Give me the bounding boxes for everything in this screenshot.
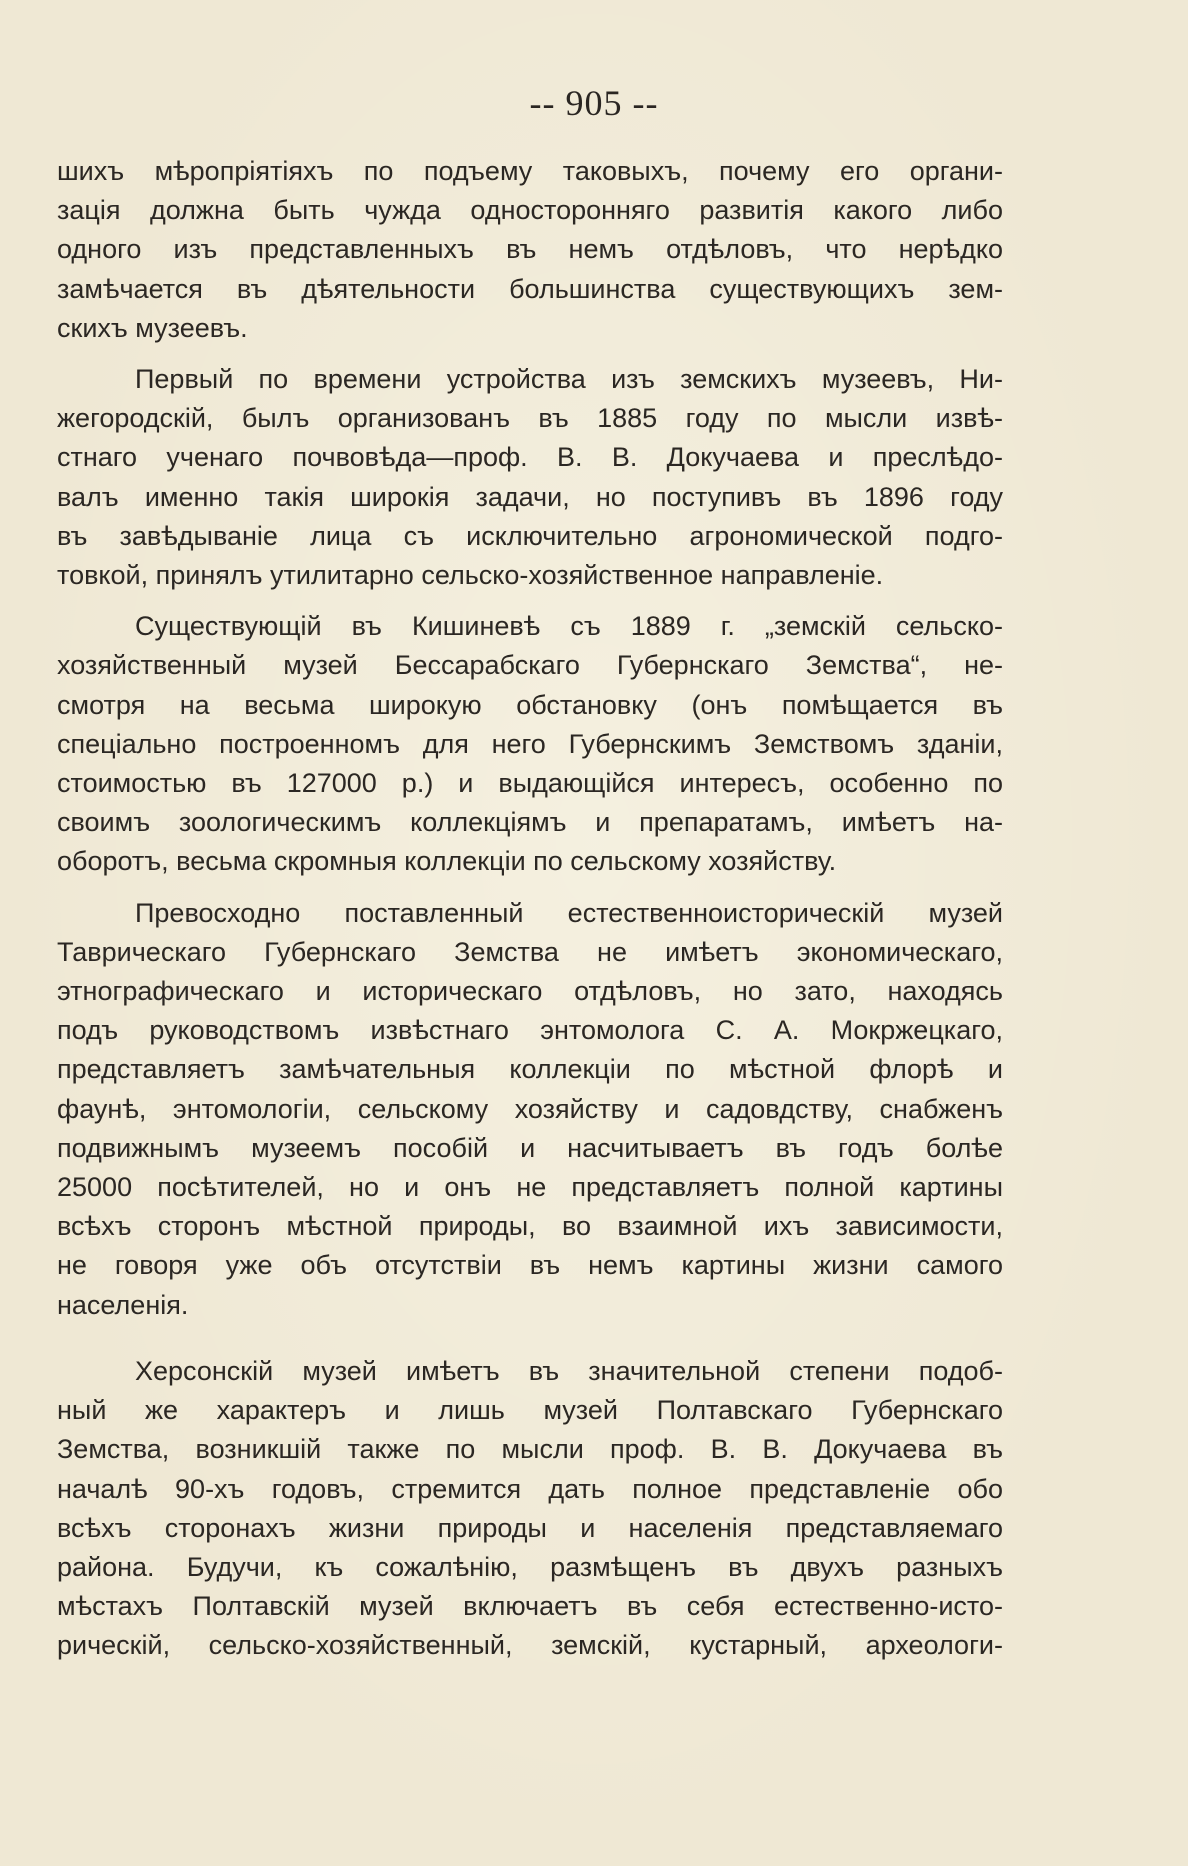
text-line: населенія. <box>57 1289 189 1320</box>
text-line: замѣчается въ дѣятельности большинства существующихъ зем- <box>57 273 1003 304</box>
paragraph-3 <box>57 607 1003 881</box>
paragraph-2 <box>57 360 1003 595</box>
text-line: Земства, возникшій также по мысли проф. В. В. Докучаева въ <box>57 1434 1003 1465</box>
paragraph-5 <box>57 1352 1003 1666</box>
text-line: всѣхъ сторонъ мѣстной природы, во взаимной ихъ зависимости, <box>57 1211 1003 1242</box>
text-line: валъ именно такія широкія задачи, но поступивъ въ 1896 году <box>57 481 1003 512</box>
page-number: -- 905 -- <box>529 83 659 123</box>
text-line: зація должна быть чужда односторонняго развитія какого либо <box>57 195 1003 226</box>
text-line: Таврическаго Губернскаго Земства не имѣетъ экономическаго, <box>57 936 1003 967</box>
text-line: товкой, принялъ утилитарно сельско-хозяйственное направленіе. <box>57 560 884 591</box>
text-line: представляетъ замѣчательныя коллекціи по мѣстной флорѣ и <box>57 1054 1003 1085</box>
text-line: района. Будучи, къ сожалѣнію, размѣщенъ въ двухъ разныхъ <box>57 1551 1003 1582</box>
paragraph-spacer <box>57 1325 1003 1352</box>
text-line: одного изъ представленныхъ въ немъ отдѣловъ, что нерѣдко <box>57 234 1003 265</box>
text-line: Существующій въ Кишиневѣ съ 1889 г. „земскій сельско- <box>135 611 1003 642</box>
text-line: не говоря уже объ отсутствіи въ немъ картины жизни самого <box>57 1250 1003 1281</box>
text-line: спеціально построенномъ для него Губернскимъ Земствомъ зданіи, <box>57 728 1003 759</box>
text-line: подъ руководствомъ извѣстнаго энтомолога С. А. Мокржецкаго, <box>57 1015 1003 1046</box>
text-line: смотря на весьма широкую обстановку (онъ помѣщается въ <box>57 689 1003 720</box>
text-line: оборотъ, весьма скромныя коллекціи по сельскому хозяйству. <box>57 846 837 877</box>
text-line: фаунѣ, энтомологіи, сельскому хозяйству и садовдству, снабженъ <box>57 1093 1003 1124</box>
body-text <box>57 152 1003 1666</box>
text-line: хозяйственный музей Бессарабскаго Губернскаго Земства“, не- <box>57 650 1003 681</box>
text-line: шихъ мѣропріятіяхъ по подъему таковыхъ, почему его органи- <box>57 156 1003 186</box>
paragraph-spacer <box>57 882 1003 894</box>
text-line: 25000 посѣтителей, но и онъ не представляетъ полной картины <box>57 1172 1003 1203</box>
text-line: подвижнымъ музеемъ пособій и насчитываетъ въ годъ болѣе <box>57 1132 1003 1163</box>
text-line: стоимостью въ 127000 р.) и выдающійся интересъ, особенно по <box>57 768 1003 799</box>
paragraph-spacer <box>57 595 1003 607</box>
text-line: Превосходно поставленный естественноисторическій музей <box>135 897 1003 928</box>
text-line: этнографическаго и историческаго отдѣловъ, но зато, находясь <box>57 976 1003 1007</box>
text-line: своимъ зоологическимъ коллекціямъ и препаратамъ, имѣетъ на- <box>57 807 1003 838</box>
text-line: началѣ 90-хъ годовъ, стремится дать полное представленіе обо <box>57 1473 1003 1504</box>
text-line: Первый по времени устройства изъ земскихъ музеевъ, Ни- <box>135 364 1003 395</box>
text-line: скихъ музеевъ. <box>57 312 248 343</box>
text-line: ный же характеръ и лишь музей Полтавскаго Губернскаго <box>57 1395 1003 1426</box>
text-line: мѣстахъ Полтавскій музей включаетъ въ себя естественно-исто- <box>57 1591 1003 1622</box>
text-line: стнаго ученаго почвовѣда—проф. В. В. Докучаева и преслѣдо- <box>57 442 1003 473</box>
text-line: всѣхъ сторонахъ жизни природы и населенія представляемаго <box>57 1512 1003 1543</box>
text-line: рическій, сельско-хозяйственный, земскій, кустарный, археологи- <box>57 1630 1003 1661</box>
text-line: жегородскій, былъ организованъ въ 1885 году по мысли извѣ- <box>57 403 1003 434</box>
paragraph-spacer <box>57 348 1003 360</box>
text-line: Херсонскій музей имѣетъ въ значительной степени подоб- <box>135 1355 1003 1386</box>
paragraph-1 <box>57 152 1003 348</box>
text-line: въ завѣдываніе лица съ исключительно агрономической подго- <box>57 520 1003 551</box>
paragraph-4 <box>57 894 1003 1325</box>
